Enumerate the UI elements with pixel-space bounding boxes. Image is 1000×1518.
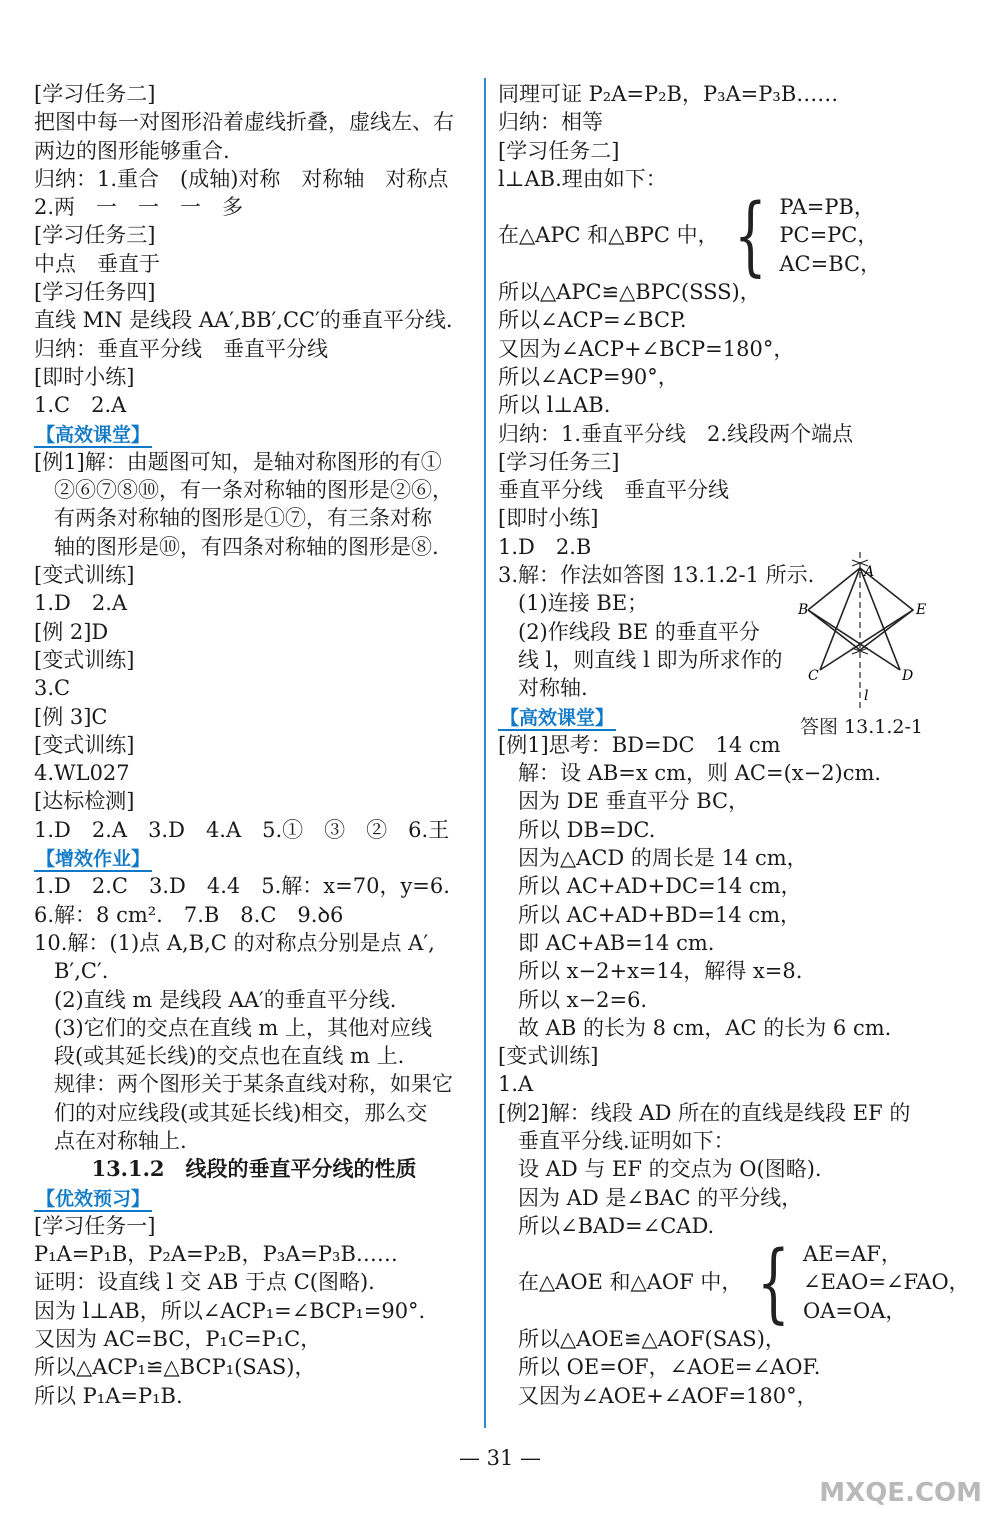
- text-line: 规律：两个图形关于某条直线对称，如果它: [54, 1072, 453, 1097]
- answer-line: 1.D 2.A 3.D 4.A 5.① ③ ② 6.王: [34, 817, 450, 842]
- page-number: — 31 —: [458, 1446, 542, 1470]
- answer-line: 4.WL027: [34, 761, 130, 786]
- task-label: [达标检测]: [34, 789, 135, 814]
- right-column: [498, 80, 968, 1410]
- task-label: [变式训练]: [34, 647, 135, 672]
- text-line: (2)作线段 BE 的垂直平分: [518, 619, 760, 644]
- answer-line: 1.D 2.C 3.D 4.4 5.解：x=70，y=6.: [34, 874, 450, 899]
- text-line: 设 AD 与 EF 的交点为 O(图略).: [518, 1157, 822, 1182]
- fig-label-a: A: [864, 564, 875, 580]
- text-line: 所以 P₁A=P₁B.: [34, 1383, 183, 1408]
- text-line: 又因为∠AOE+∠AOF=180°，: [518, 1383, 818, 1408]
- text-line: 解：设 AB=x cm，则 AC=(x−2)cm.: [518, 761, 882, 786]
- figure-edge: [820, 610, 913, 670]
- text-line: 即 AC+AB=14 cm.: [518, 930, 715, 955]
- text-line: 对称轴.: [518, 676, 588, 701]
- task-label: [学习任务三]: [34, 223, 156, 248]
- text-line: 垂直平分线.证明如下：: [518, 1128, 735, 1153]
- summary-line: 归纳：1.重合 (成轴)对称 对称轴 对称点: [34, 166, 449, 191]
- fig-label-e: E: [916, 602, 927, 618]
- task-label: [变式训练]: [34, 563, 135, 588]
- text-line: 所以△APC≌△BPC(SSS)，: [498, 280, 761, 305]
- system-prefix: 在△APC 和△BPC 中，: [498, 223, 719, 248]
- text-line: P₁A=P₁B，P₂A=P₂B，P₃A=P₃B……: [34, 1242, 398, 1267]
- column-divider: [484, 78, 486, 1428]
- example-line: [例1]思考：BD=DC 14 cm: [498, 732, 781, 757]
- text-line: 所以∠ACP=90°，: [498, 364, 679, 389]
- text-line: 所以 l⊥AB.: [498, 393, 611, 418]
- summary-line: 归纳：1.垂直平分线 2.线段两个端点: [498, 421, 854, 446]
- section-header-homework: 【增效作业】: [36, 848, 151, 871]
- left-brace-icon: {: [733, 185, 767, 286]
- text-line: 又因为 AC=BC，P₁C=P₁C，: [34, 1327, 322, 1352]
- section-title: 13.1.2 线段的垂直平分线的性质: [91, 1156, 417, 1182]
- text-line: 所以 x−2=6.: [518, 987, 648, 1012]
- text-line: 因为 DE 垂直平分 BC，: [518, 789, 750, 814]
- task-label: [变式训练]: [34, 732, 135, 757]
- answer-line: 6.解：8 cm². 7.B 8.C 9.ꝺ6: [34, 902, 344, 927]
- fig-label-c: C: [808, 668, 819, 684]
- text-line: 所以 DB=DC.: [518, 817, 656, 842]
- text-line: 又因为∠ACP+∠BCP=180°，: [498, 336, 795, 361]
- task-label: [即时小练]: [34, 364, 135, 389]
- answer-line: 中点 垂直于: [34, 251, 160, 276]
- text-line: 所以 x−2+x=14，解得 x=8.: [518, 959, 803, 984]
- answer-line: 垂直平分线 垂直平分线: [498, 478, 729, 503]
- figure-caption: 答图 13.1.2-1: [800, 716, 923, 738]
- text-line: 们的对应线段(或其延长线)相交，那么交: [54, 1100, 428, 1125]
- text-line: 点在对称轴上.: [54, 1128, 187, 1153]
- summary-line: 归纳：相等: [498, 110, 603, 135]
- text-line: 因为 l⊥AB，所以∠ACP₁=∠BCP₁=90°.: [34, 1298, 426, 1323]
- section-header-preview: 【优效预习】: [36, 1187, 151, 1210]
- text-line: ②⑥⑦⑧⑩，有一条对称轴的图形是②⑥，: [54, 478, 453, 503]
- text-line: 有两条对称轴的图形是①⑦，有三条对称: [54, 506, 432, 531]
- example-line: [例1]解：由题图可知，是轴对称图形的有①: [34, 449, 442, 474]
- answer-line: 3.C: [34, 676, 71, 701]
- system-item: PC=PC，: [779, 223, 879, 248]
- section-header-efficient-class: 【高效课堂】: [500, 706, 615, 729]
- watermark: MXQE.COM: [819, 1478, 982, 1508]
- task-label: [学习任务二]: [34, 82, 156, 106]
- equation-system-1: [498, 185, 968, 286]
- text-line: 所以△AOE≌△AOF(SAS)，: [518, 1327, 786, 1352]
- text-line: 因为 AD 是∠BAC 的平分线，: [518, 1185, 803, 1210]
- text-line: 两边的图形能够重合.: [34, 138, 230, 163]
- left-brace-icon: {: [757, 1232, 791, 1333]
- answer-figure-star: [798, 550, 968, 710]
- text-line: 段(或其延长线)的交点也在直线 m 上.: [54, 1044, 405, 1069]
- text-line: 所以 AC+AD+BD=14 cm，: [518, 902, 802, 927]
- answer-line: 1.A: [498, 1072, 534, 1097]
- figure-edge: [808, 610, 900, 670]
- fig-label-d: D: [902, 668, 914, 684]
- system-item: OA=OA，: [803, 1298, 907, 1323]
- equation-system-2: [498, 1232, 970, 1333]
- text-line: 直线 MN 是线段 AA′,BB′,CC′的垂直平分线.: [34, 308, 453, 333]
- example-line: [例 3]C: [34, 704, 108, 729]
- system-item: PA=PB，: [779, 195, 875, 220]
- system-item: ∠EAO=∠FAO，: [803, 1270, 970, 1295]
- task-label: [学习任务四]: [34, 280, 156, 305]
- text-line: (3)它们的交点在直线 m 上，其他对应线: [54, 1015, 433, 1040]
- text-line: B′,C′.: [54, 959, 109, 984]
- task-label: [学习任务二]: [498, 138, 620, 163]
- fig-label-b: B: [798, 602, 809, 618]
- text-line: 把图中每一对图形沿着虚线折叠，虚线左、右: [34, 110, 454, 135]
- text-line: 轴的图形是⑩，有四条对称轴的图形是⑧.: [54, 534, 439, 559]
- example-line: [例2]解：线段 AD 所在的直线是线段 EF 的: [498, 1100, 911, 1125]
- text-line: (1)连接 BE；: [518, 591, 649, 616]
- text-line: 线 l，则直线 l 即为所求作的: [518, 647, 783, 672]
- task-label: [学习任务一]: [34, 1213, 156, 1238]
- text-line: 所以△ACP₁≌△BCP₁(SAS)，: [34, 1355, 316, 1380]
- left-column: [34, 80, 474, 1410]
- text-line: 所以 OE=OF，∠AOE=∠AOF.: [518, 1355, 821, 1380]
- answer-line: 1.D 2.B: [498, 534, 592, 559]
- text-line: 所以∠BAD=∠CAD.: [518, 1213, 715, 1238]
- text-line: (2)直线 m 是线段 AA′的垂直平分线.: [54, 987, 397, 1012]
- text-line: 证明：设直线 l 交 AB 于点 C(图略).: [34, 1270, 375, 1295]
- text-line: 所以 AC+AD+DC=14 cm，: [518, 874, 802, 899]
- fig-label-l: l: [864, 688, 869, 704]
- answer-line: 2.两 一 一 一 多: [34, 195, 244, 220]
- text-line: 所以∠ACP=∠BCP.: [498, 308, 687, 333]
- task-label: [学习任务三]: [498, 449, 620, 474]
- system-item: AE=AF，: [803, 1242, 902, 1267]
- text-line: 故 AB 的长为 8 cm，AC 的长为 6 cm.: [518, 1015, 892, 1040]
- answer-line: 10.解：(1)点 A,B,C 的对称点分别是点 A′,: [34, 930, 435, 955]
- answer-line: 3.解：作法如答图 13.1.2-1 所示.: [498, 563, 815, 588]
- text-line: 因为△ACD 的周长是 14 cm，: [518, 846, 808, 871]
- system-item: AC=BC，: [779, 251, 882, 276]
- task-label: [变式训练]: [498, 1044, 599, 1069]
- section-header-efficient-class: 【高效课堂】: [36, 423, 151, 446]
- summary-line: 归纳：垂直平分线 垂直平分线: [34, 336, 328, 361]
- system-prefix: 在△AOE 和△AOF 中，: [518, 1270, 743, 1295]
- text-line: l⊥AB.理由如下：: [498, 166, 667, 191]
- text-line: 同理可证 P₂A=P₂B，P₃A=P₃B……: [498, 82, 839, 106]
- answer-line: 1.D 2.A: [34, 591, 128, 616]
- task-label: [即时小练]: [498, 506, 599, 531]
- example-line: [例 2]D: [34, 619, 109, 644]
- answer-line: 1.C 2.A: [34, 393, 127, 418]
